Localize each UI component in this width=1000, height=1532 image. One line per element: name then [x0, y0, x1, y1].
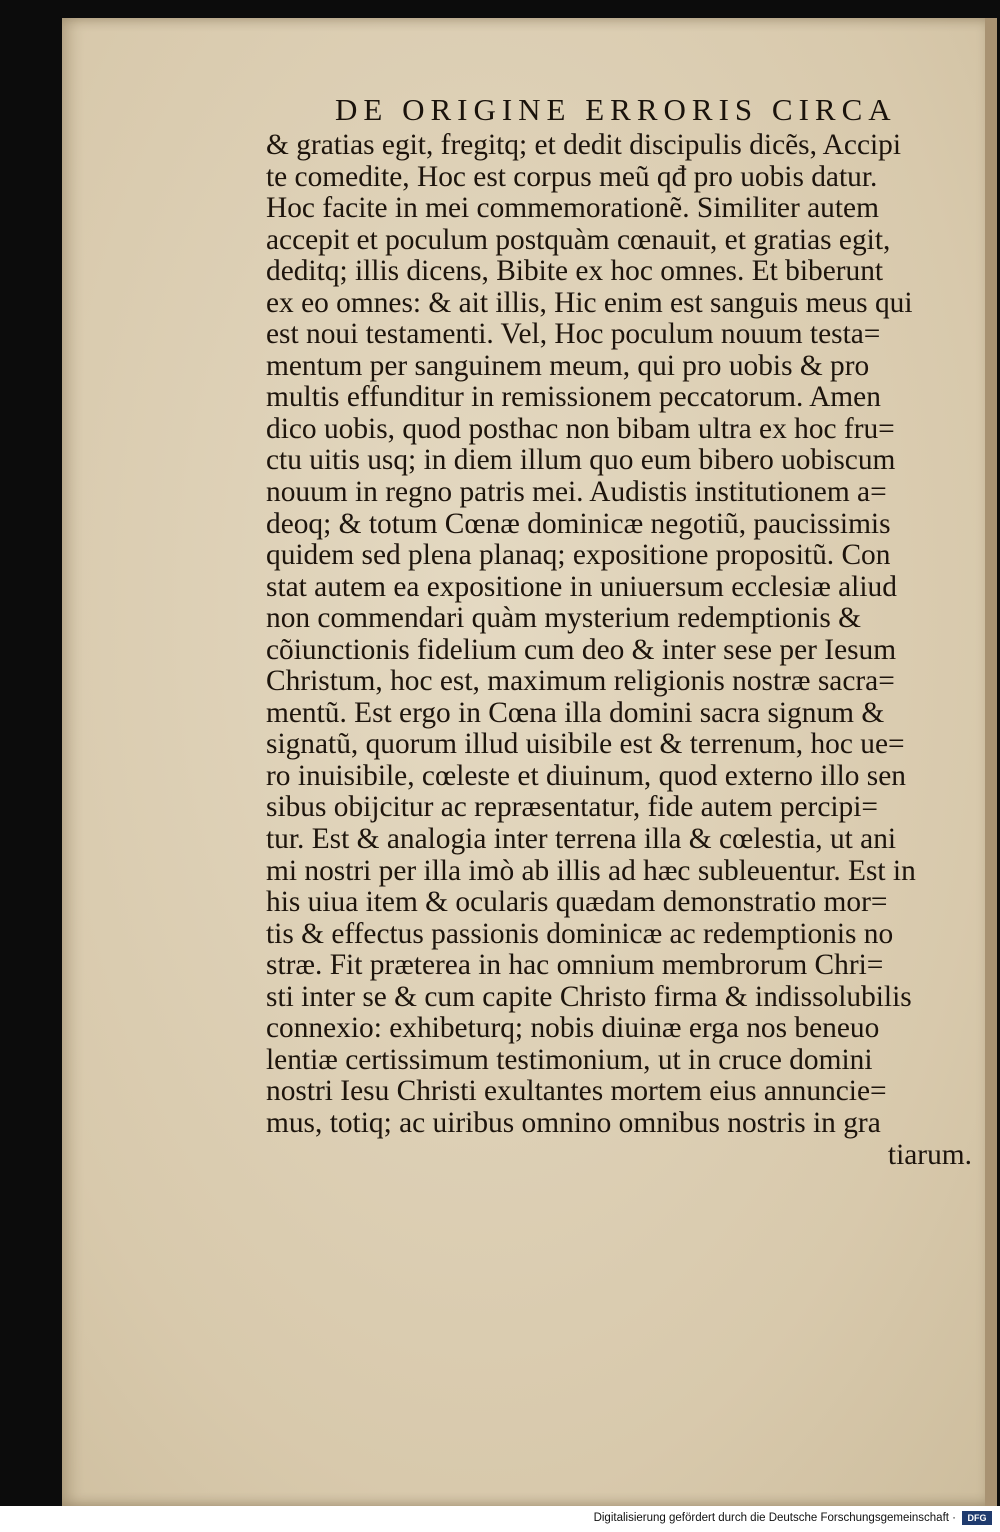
- text-line: connexio: exhibeturq; nobis diuinæ erga nos beneuo: [266, 1012, 880, 1045]
- text-line: sti inter se & cum capite Christo firma & indissolubilis: [266, 980, 912, 1013]
- funding-note: Digitalisierung gefördert durch die Deutsche Forschungsgemeinschaft ·: [593, 1512, 956, 1524]
- text-line: deditq; illis dicens, Bibite ex hoc omnes. Et biberunt: [266, 255, 884, 288]
- text-line: mus, totiq; ac uiribus omnino omnibus nostris in gra: [266, 1106, 881, 1139]
- running-head: DE ORIGINE ERRORIS CIRCA: [335, 92, 897, 127]
- catchword: tiarum.: [887, 1138, 972, 1171]
- text-line: dico uobis, quod posthac non bibam ultra ex hoc fru=: [266, 412, 895, 445]
- text-line: sibus obijcitur ac repræsentatur, fide autem percipi=: [266, 791, 878, 824]
- text-line: mentum per sanguinem meum, qui pro uobis & pro: [266, 349, 870, 382]
- text-line: cõiunctionis fidelium cum deo & inter sese per Iesum: [266, 633, 897, 666]
- text-line: ctu uitis usq; in diem illum quo eum bibero uobiscum: [266, 444, 896, 477]
- text-line: tur. Est & analogia inter terrena illa & cœlestia, ut ani: [266, 823, 897, 856]
- page-edge: [985, 18, 997, 1506]
- body-text: [266, 130, 986, 1171]
- dfg-logo-icon: DFG: [962, 1511, 992, 1525]
- text-line: mi nostri per illa imò ab illis ad hæc subleuentur. Est in: [266, 854, 916, 887]
- text-line: est noui testamenti. Vel, Hoc poculum nouum testa=: [266, 318, 881, 351]
- text-line: signatũ, quorum illud uisibile est & terrenum, hoc ue=: [266, 728, 905, 761]
- text-line: non commendari quàm mysterium redemptionis &: [266, 602, 862, 635]
- text-line: stræ. Fit præterea in hac omnium membrorum Chri=: [266, 949, 884, 982]
- text-line: ex eo omnes: & ait illis, Hic enim est sanguis meus qui: [266, 286, 913, 319]
- text-line: lentiæ certissimum testimonium, ut in cruce domini: [266, 1043, 873, 1076]
- text-line: & gratias egit, fregitq; et dedit discipulis dicẽs, Accipi: [266, 129, 902, 161]
- text-line: Christum, hoc est, maximum religionis nostræ sacra=: [266, 665, 895, 698]
- text-line: deoq; & totum Cœnæ dominicæ negotiũ, paucissimis: [266, 507, 891, 540]
- text-line: nostri Iesu Christi exultantes mortem eius annuncie=: [266, 1075, 887, 1108]
- text-line: nouum in regno patris mei. Audistis institutionem a=: [266, 476, 887, 509]
- text-line: his uiua item & ocularis quædam demonstratio mor=: [266, 886, 888, 919]
- text-line: accepit et poculum postquàm cœnauit, et gratias egit,: [266, 223, 891, 256]
- text-line: stat autem ea expositione in uniuersum ecclesiæ aliud: [266, 570, 897, 603]
- text-line: Hoc facite in mei commemorationẽ. Similiter autem: [266, 192, 879, 225]
- text-line: quidem sed plena planaq; expositione propositũ. Con: [266, 539, 891, 572]
- text-line: tis & effectus passionis dominicæ ac redemptionis no: [266, 917, 894, 950]
- text-line: multis effunditur in remissionem peccatorum. Amen: [266, 381, 881, 414]
- text-line: mentũ. Est ergo in Cœna illa domini sacra signum &: [266, 696, 885, 729]
- text-line: ro inuisibile, cœleste et diuinum, quod externo illo sen: [266, 759, 906, 792]
- text-line: te comedite, Hoc est corpus meũ qđ pro uobis datur.: [266, 160, 878, 193]
